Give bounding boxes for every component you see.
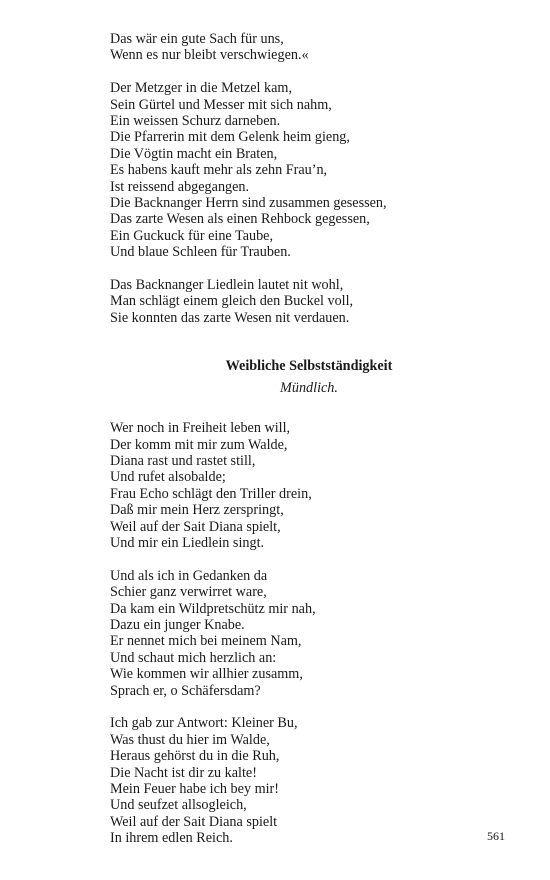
verse-line: Das zarte Wesen als einen Rehbock gegessen, — [110, 211, 370, 228]
poem-subtitle: Mündlich. — [280, 379, 338, 396]
verse-line: Die Vögtin macht ein Braten, — [110, 145, 278, 162]
verse-line: Wie kommen wir allhier zusamm, — [110, 666, 303, 683]
verse-line: Heraus gehörst du in die Ruh, — [110, 748, 280, 765]
verse-line: Der komm mit mir zum Walde, — [110, 436, 288, 453]
verse-line: Sie konnten das zarte Wesen nit verdauen. — [110, 309, 350, 326]
verse-line: Ein weissen Schurz darneben. — [110, 113, 281, 130]
verse-line: Das wär ein gute Sach für uns, — [110, 31, 284, 47]
verse-line: Weil auf der Sait Diana spielt — [110, 813, 278, 830]
verse-line: Die Pfarrerin mit dem Gelenk heim gieng, — [110, 129, 350, 146]
verse-line: Und schaut mich herzlich an: — [110, 649, 277, 666]
previous-poem-ending — [110, 31, 520, 326]
verse-line: Und blaue Schleen für Trauben. — [110, 244, 291, 261]
verse-line: Die Nacht ist dir zu kalte! — [110, 764, 257, 781]
stanza — [110, 568, 520, 699]
verse-line: Daß mir mein Herz zerspringt, — [110, 502, 284, 519]
verse-line: Sein Gürtel und Messer mit sich nahm, — [110, 96, 332, 113]
verse-line: Was thust du hier im Walde, — [110, 731, 270, 748]
verse-line: Ist reissend abgegangen. — [110, 178, 250, 195]
page-text — [110, 31, 520, 863]
verse-line: Da kam ein Wildpretschütz mir nah, — [110, 600, 316, 617]
stanza — [110, 80, 520, 260]
verse-line: Das Backnanger Liedlein lautet nit wohl, — [110, 277, 344, 294]
verse-line: In ihrem edlen Reich. — [110, 830, 233, 847]
stanza — [110, 277, 520, 326]
stanza — [110, 31, 520, 64]
verse-line: Dazu ein junger Knabe. — [110, 616, 245, 633]
page-number: 561 — [487, 829, 505, 843]
verse-line: Er nennet mich bei meinem Nam, — [110, 633, 302, 650]
verse-line: Weil auf der Sait Diana spielt, — [110, 518, 281, 535]
verse-line: Wenn es nur bleibt verschwiegen.« — [110, 47, 309, 64]
verse-line: Und seufzet allsogleich, — [110, 797, 247, 814]
verse-line: Es habens kauft mehr als zehn Frau’n, — [110, 162, 328, 179]
verse-line: Und mir ein Liedlein singt. — [110, 534, 265, 551]
verse-line: Und rufet alsobalde; — [110, 469, 226, 486]
verse-line: Diana rast und rastet still, — [110, 452, 256, 469]
verse-line: Ein Guckuck für eine Taube, — [110, 227, 274, 244]
verse-line: Ich gab zur Antwort: Kleiner Bu, — [110, 715, 298, 732]
verse-line: Man schlägt einem gleich den Buckel voll, — [110, 293, 354, 310]
verse-line: Schier ganz verwirret ware, — [110, 584, 267, 601]
verse-line: Wer noch in Freiheit leben will, — [110, 420, 291, 437]
stanza — [110, 715, 520, 846]
verse-line: Mein Feuer habe ich bey mir! — [110, 781, 280, 797]
poem-title: Weibliche Selbstständigkeit — [225, 358, 393, 375]
verse-line: Der Metzger in die Metzel kam, — [110, 80, 292, 97]
verse-line: Sprach er, o Schäfersdam? — [110, 682, 261, 699]
stanza — [110, 420, 520, 551]
verse-line: Frau Echo schlägt den Triller drein, — [110, 485, 312, 502]
verse-line: Und als ich in Gedanken da — [110, 567, 268, 584]
verse-line: Die Backnanger Herrn sind zusammen gesessen, — [110, 195, 387, 212]
poem-body — [110, 420, 520, 847]
